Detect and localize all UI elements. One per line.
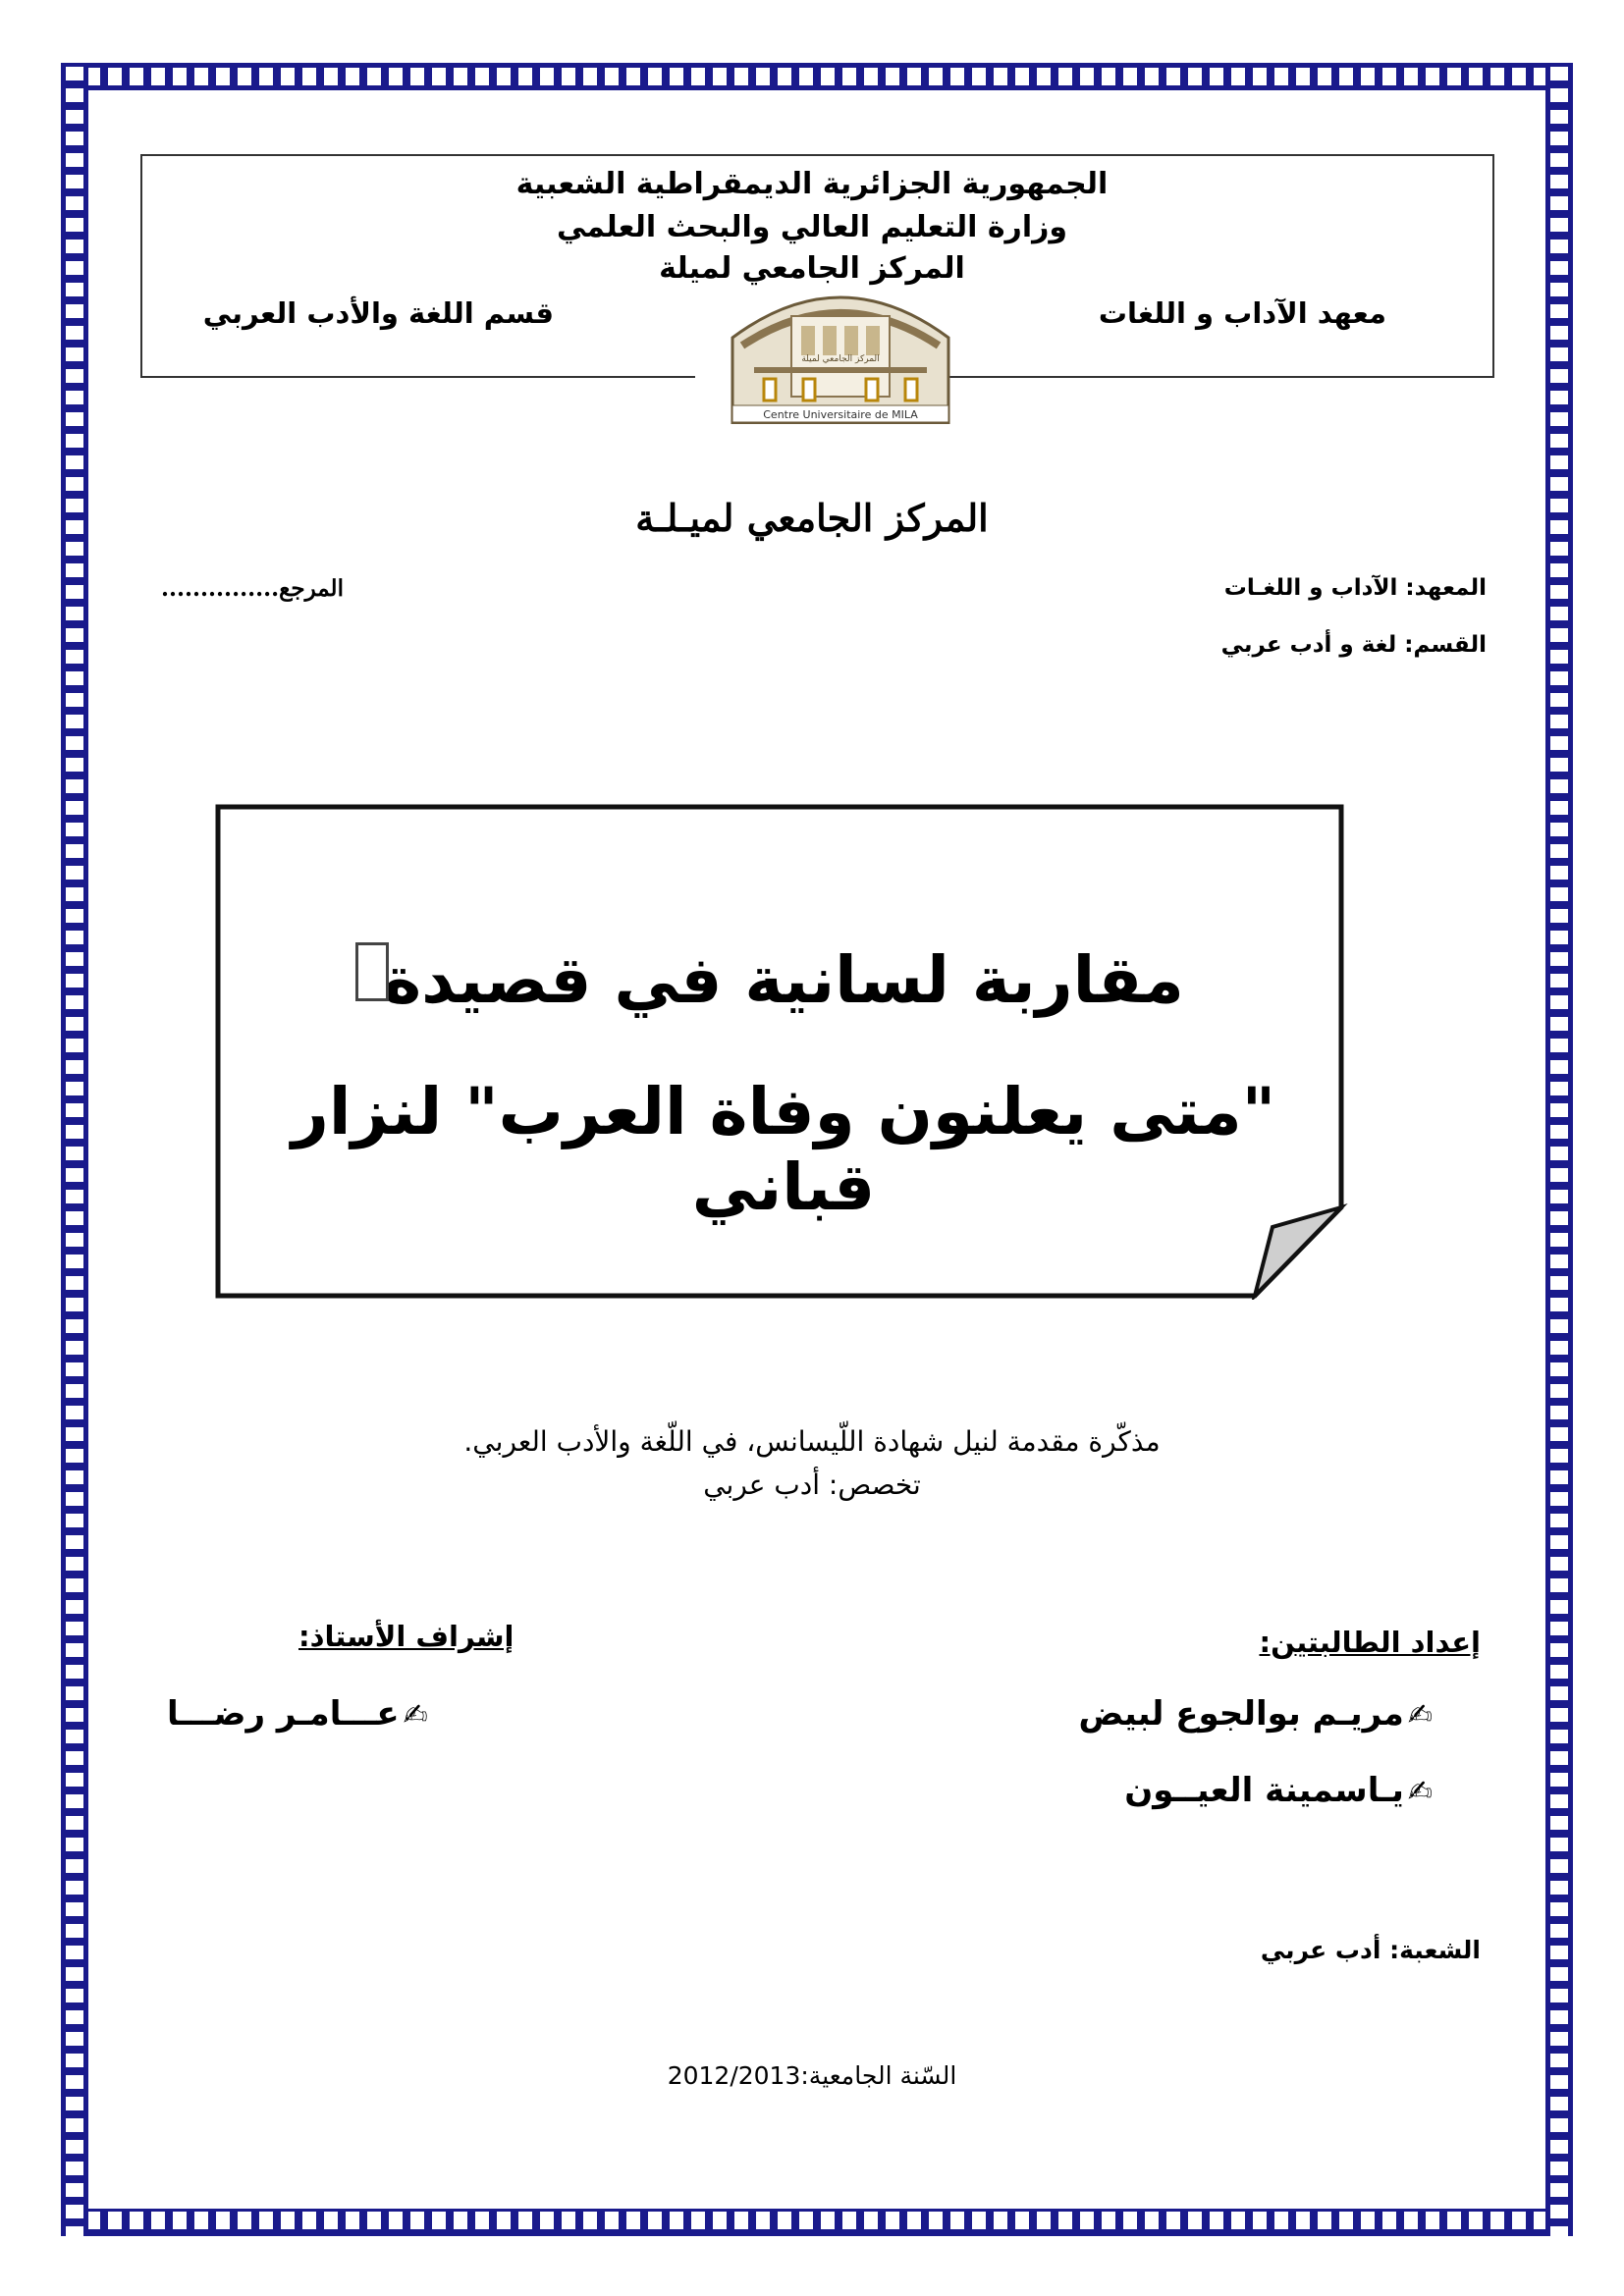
- academic-year: السّنة الجامعية:2012/2013: [667, 2061, 957, 2090]
- university-line: المركز الجامعي لميلة: [659, 251, 965, 286]
- student-name-1-text: مريـم بوالجوع لبيض: [1078, 1694, 1404, 1734]
- meta-institute: المعهد: الآداب و اللغـات: [1223, 575, 1487, 601]
- memo-line-1: مذكّرة مقدمة لنيل شهادة اللّيسانس، في اللّغة والأدب العربي.: [463, 1425, 1161, 1458]
- missing-glyph-box: [355, 942, 389, 1001]
- logo-caption: Centre Universitaire de MILA: [763, 408, 918, 421]
- student-name-1: [1078, 1694, 1434, 1734]
- writing-hand-icon: ✍: [403, 1698, 429, 1733]
- meta-department: القسم: لغة و أدب عربي: [1220, 632, 1487, 658]
- department-label: قسم اللغة والأدب العربي: [202, 296, 554, 330]
- writing-hand-icon: ✍: [1407, 1775, 1434, 1809]
- supervisor-name-text: عـــامـر رضـــا: [167, 1694, 400, 1734]
- writing-hand-icon: ✍: [1407, 1698, 1434, 1733]
- ministry-line: وزارة التعليم العالي والبحث العلمي: [556, 210, 1068, 244]
- republic-line: الجمهورية الجزائرية الديمقراطية الشعبية: [515, 167, 1109, 201]
- logo-arabic-text: المركز الجامعي لميلة: [801, 354, 880, 364]
- university-logo: [725, 277, 956, 424]
- student-name-2-text: يـاسمينة العيــون: [1124, 1771, 1404, 1810]
- supervisor-label: إشراف الأستاذ:: [298, 1620, 514, 1653]
- memo-line-2: تخصص: أدب عربي: [703, 1468, 921, 1501]
- meta-reference: المرجع...............: [161, 575, 344, 602]
- title-box: [214, 803, 1349, 1300]
- title-line-2: "متى يعلنون وفاة العرب" لنزار قباني: [291, 1074, 1276, 1225]
- student-name-2: [1124, 1771, 1434, 1810]
- center-name-heading: المركز الجامعي لميـلـة: [635, 496, 989, 540]
- supervisor-name: [167, 1694, 429, 1734]
- institute-label: معهد الآداب و اللغات: [1098, 296, 1386, 330]
- students-label: إعداد الطالبتين:: [1259, 1626, 1481, 1659]
- title-line-1: مقاربة لسانية في قصيدة: [383, 942, 1184, 1018]
- branch-line: الشعبة: أدب عربي: [1260, 1936, 1481, 1964]
